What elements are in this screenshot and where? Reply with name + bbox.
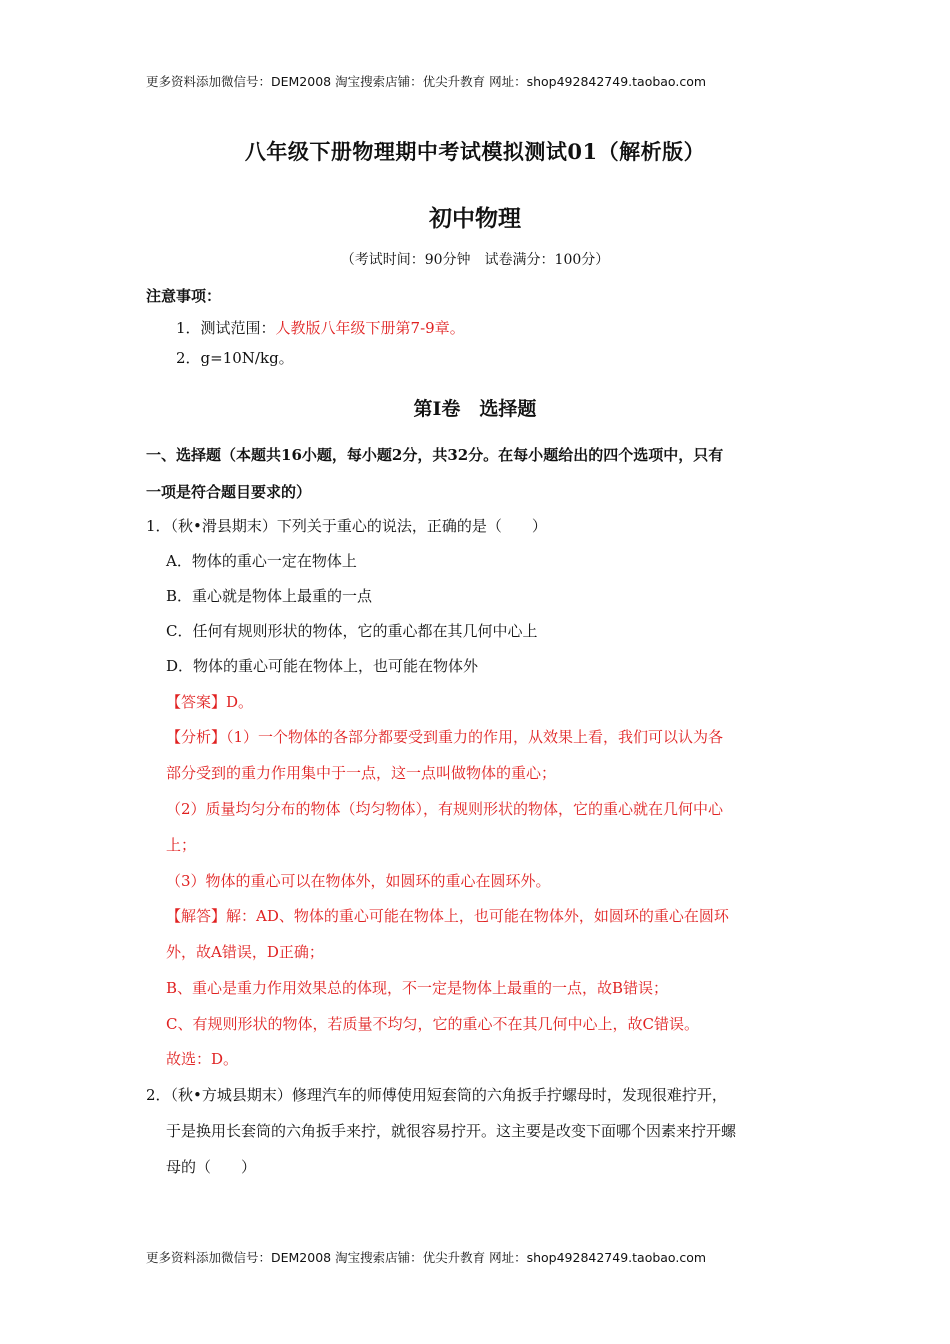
- document-title: 八年级下册物理期中考试模拟测试01（解析版）: [244, 139, 706, 164]
- q1-option-d: D．物体的重心可能在物体上，也可能在物体外: [166, 657, 479, 675]
- q1-stem: 1．（秋•滑县期末）下列关于重心的说法，正确的是（ ）: [146, 517, 547, 535]
- part1-line-2: 一项是符合题目要求的）: [146, 483, 312, 501]
- q2-line-1: 2．（秋•方城县期末）修理汽车的师傅使用短套筒的六角扳手拧螺母时，发现很难拧开，: [146, 1086, 727, 1104]
- q1-solution-line-4: C、有规则形状的物体，若质量不均匀，它的重心不在其几何中心上，故C错误。: [166, 1015, 699, 1033]
- part1-line-1: 一、选择题（本题共16小题，每小题2分，共32分。在每小题给出的四个选项中，只有: [146, 446, 724, 464]
- q1-solution-line-1: 【解答】解：AD、物体的重心可能在物体上，也可能在物体外，如圆环的重心在圆环: [166, 907, 729, 925]
- note-item-1: [176, 318, 836, 338]
- page-footer: 更多资料添加微信号：DEM2008 淘宝搜索店铺：优尖升教育 网址：shop492842749.taobao.com: [146, 1250, 707, 1265]
- q1-analysis-line-3: （2）质量均匀分布的物体（均匀物体），有规则形状的物体，它的重心就在几何中心: [166, 800, 724, 818]
- q1-analysis-line-1: 【分析】（1）一个物体的各部分都要受到重力的作用，从效果上看，我们可以认为各: [166, 728, 724, 746]
- q1-analysis-line-4: 上；: [166, 836, 197, 854]
- q2-line-3: 母的（ ）: [166, 1158, 257, 1176]
- exam-info: （考试时间：90分钟 试卷满分：100分）: [340, 252, 610, 268]
- q1-answer: 【答案】D。: [166, 693, 254, 711]
- q1-solution-line-2: 外，故A错误，D正确；: [166, 943, 324, 961]
- note-item-1-prefix: 1．测试范围：: [176, 319, 276, 337]
- q1-option-a: A．物体的重心一定在物体上: [166, 552, 357, 570]
- q1-analysis-line-2: 部分受到的重力作用集中于一点，这一点叫做物体的重心；: [166, 764, 557, 782]
- note-item-1-range: 人教版八年级下册第7-9章。: [275, 319, 465, 337]
- q1-solution-line-5: 故选：D。: [166, 1050, 239, 1068]
- subject-title: 初中物理: [429, 206, 521, 232]
- q1-analysis-line-5: （3）物体的重心可以在物体外，如圆环的重心在圆环外。: [166, 872, 551, 890]
- q2-line-2: 于是换用长套筒的六角扳手来拧，就很容易拧开。这主要是改变下面哪个因素来拧开螺: [166, 1122, 737, 1140]
- q1-solution-line-3: B、重心是重力作用效果总的体现，不一定是物体上最重的一点，故B错误；: [166, 979, 669, 997]
- note-item-2: 2．g=10N/kg。: [176, 349, 294, 367]
- page-header: 更多资料添加微信号：DEM2008 淘宝搜索店铺：优尖升教育 网址：shop492842749.taobao.com: [146, 74, 707, 89]
- q1-option-c: C．任何有规则形状的物体，它的重心都在其几何中心上: [166, 622, 538, 640]
- section-title: 第Ⅰ卷 选择题: [413, 398, 537, 420]
- q1-option-b: B．重心就是物体上最重的一点: [166, 587, 373, 605]
- notes-heading: 注意事项：: [146, 287, 222, 305]
